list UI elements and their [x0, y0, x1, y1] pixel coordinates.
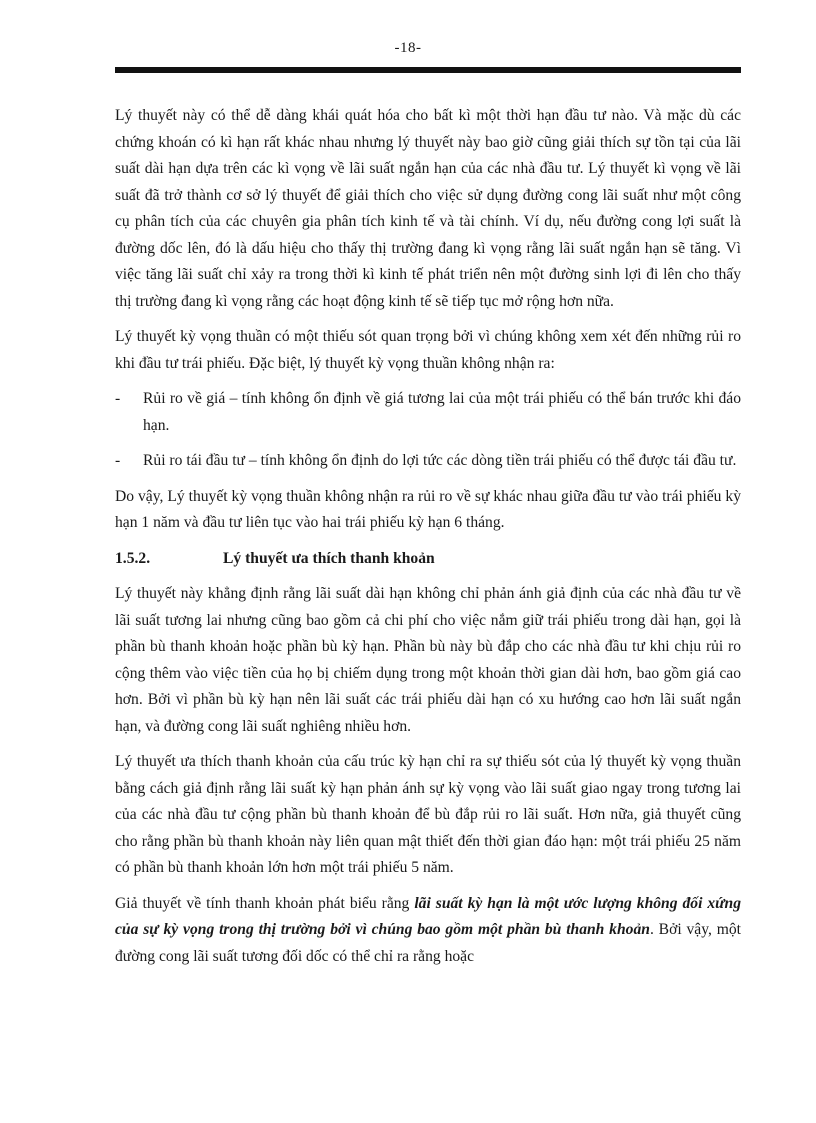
emphasized-text: lãi suất kỳ hạn là một ước lượng không đối xứng của sự kỳ vọng trong thị trường bởi vì chúng bao gồm một phần bù thanh khoản	[115, 894, 741, 938]
bullet-reinvestment-risk	[115, 448, 741, 475]
paragraph-liquidity-hypothesis	[115, 891, 741, 971]
paragraph-pure-expectations-flaw: Lý thuyết kỳ vọng thuần có một thiếu sót quan trọng bởi vì chúng không xem xét đến những rủi ro khi đầu tư trái phiếu. Đặc biệt, lý thuyết kỳ vọng thuần không nhận ra:	[115, 328, 741, 372]
paragraph-text-start: Giả thuyết về tính thanh khoản phát biểu rằng	[115, 894, 415, 912]
paragraph-conclusion: Do vậy, Lý thuyết kỳ vọng thuần không nhận ra rủi ro về sự khác nhau giữa đầu tư vào trái phiếu kỳ hạn 1 năm và đầu tư liên tục vào hai trái phiếu kỳ hạn 6 tháng.	[115, 487, 741, 531]
paragraph-liquidity-theory: Lý thuyết này khẳng định rằng lãi suất dài hạn không chỉ phản ánh giả định của các nhà đầu tư về lãi suất tương lai nhưng cũng bao gồm cả chi phí cho việc nắm giữ trái phiếu trong dài hạn, gọi là phần bù thanh khoản hoặc phần bù kỳ hạn. Phần bù này bù đắp cho các nhà đầu tư khi chịu rủi ro cộng thêm vào việc tiền của họ bị chiếm dụng trong một khoản thời gian dài hơn, bao gồm giá cao hơn. Bởi vì phần bù kỳ hạn nên lãi suất các trái phiếu dài hạn có xu hướng cao hơn lãi suất ngắn hạn, và đường cong lãi suất nghiêng nhiều hơn.	[115, 585, 741, 735]
paragraph-expectations-generalization: Lý thuyết này có thể dễ dàng khái quát hóa cho bất kì một thời hạn đầu tư nào. Và mặc dù các chứng khoán có kì hạn rất khác nhau nhưng lý thuyết này bao giờ cũng giải thích sự tồn tại của lãi suất dài hạn dựa trên các kì vọng về lãi suất ngắn hạn của các nhà đầu tư. Lý thuyết kì vọng về lãi suất đã trở thành cơ sở lý thuyết để giải thích cho việc sử dụng đường cong lãi suất như một công cụ phân tích của các chuyên gia phân tích kinh tế và tài chính. Ví dụ, nếu đường cong lợi suất là đường dốc lên, đó là dấu hiệu cho thấy thị trường đang kì vọng rằng lãi suất ngắn hạn sẽ tăng. Vì việc tăng lãi suất chỉ xảy ra trong thời kì kinh tế phát triển nên một đường sinh lợi đi lên cho thấy thị trường đang kì vọng rằng các hoạt động kinh tế sẽ tiếp tục mở rộng hơn nữa.	[115, 107, 741, 310]
section-title: Lý thuyết ưa thích thanh khoản	[223, 549, 435, 567]
bullet-price-risk	[115, 386, 741, 439]
paragraph-liquidity-preference: Lý thuyết ưa thích thanh khoản của cấu trúc kỳ hạn chỉ ra sự thiếu sót của lý thuyết kỳ vọng thuần bằng cách giả định rằng lãi suất kỳ hạn phản ánh sự kỳ vọng vào lãi suất giao ngay trong tương lai của các nhà đầu tư cộng phần bù thanh khoản để bù đắp rủi ro lãi suất. Hơn nữa, giả thuyết cũng cho rằng phần bù thanh khoản này liên quan mật thiết đến thời gian đáo hạn: một trái phiếu 25 năm có phần bù thanh khoản lớn hơn một trái phiếu 5 năm.	[115, 753, 741, 876]
header-rule	[115, 67, 741, 73]
page-number: -18-	[394, 40, 422, 56]
bullet-marker: -	[115, 390, 121, 407]
paragraph-text-end: . Bởi vậy, một đường cong lãi suất tương đối dốc có thể chỉ ra rằng hoặc	[115, 921, 742, 965]
bullet-text: Rủi ro tái đầu tư – tính không ổn định do lợi tức các dòng tiền trái phiếu có thể được tái đầu tư.	[143, 452, 737, 469]
section-number: 1.5.2.	[115, 549, 151, 567]
bullet-text: Rủi ro về giá – tính không ổn định về giá tương lai của một trái phiếu có thể bán trước khi đáo hạn.	[143, 390, 741, 434]
bullet-marker: -	[115, 452, 121, 469]
document-body	[115, 103, 741, 979]
section-heading	[115, 546, 741, 573]
